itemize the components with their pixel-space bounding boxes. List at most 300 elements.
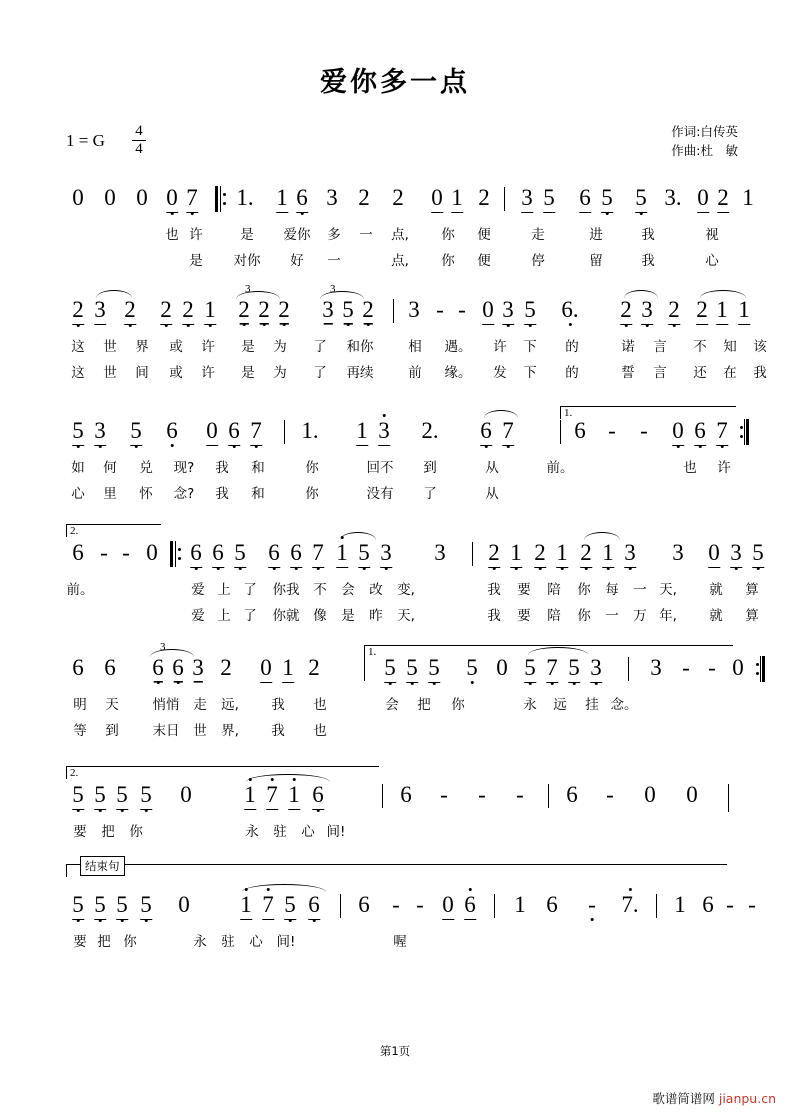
lyric: 上 xyxy=(217,582,231,598)
lyric: 你 xyxy=(305,460,319,476)
note: 6 xyxy=(166,418,178,443)
triplet-marker: 3 xyxy=(245,283,251,295)
note: 2 xyxy=(696,297,708,325)
lyric: 在 xyxy=(723,365,737,381)
note: 1 xyxy=(556,540,568,568)
lyric: 会 xyxy=(385,697,399,713)
lyric: 了 xyxy=(313,339,327,355)
note: 3 xyxy=(94,418,106,446)
lyric: 陪 xyxy=(547,582,561,598)
lyric: 界, xyxy=(221,723,239,739)
lyric: 是 xyxy=(241,365,255,381)
lyric: 现? xyxy=(173,460,195,476)
note: 1. xyxy=(301,418,319,443)
note: - xyxy=(100,540,108,565)
lyric: 没有 xyxy=(366,486,394,502)
note: 6 xyxy=(312,782,324,810)
lyric: 从 xyxy=(485,486,499,502)
time-signature xyxy=(128,124,150,157)
lyric: 或 xyxy=(169,339,183,355)
watermark-text: 歌谱简谱网 xyxy=(652,1091,715,1106)
note: - xyxy=(588,892,596,917)
note: 0 xyxy=(708,540,720,568)
system-5 xyxy=(0,641,790,741)
lyric: 我 xyxy=(487,608,501,624)
lyric: 留 xyxy=(589,253,603,269)
lyric: 了 xyxy=(243,608,257,624)
barline xyxy=(548,784,549,808)
barline xyxy=(472,542,473,566)
repeat-end-barline xyxy=(756,656,765,682)
lyric: 的 xyxy=(565,339,579,355)
lyric: 遇。 xyxy=(444,339,472,355)
system-6-notes xyxy=(0,782,790,816)
lyric: 也 xyxy=(683,460,697,476)
note: 1 xyxy=(282,655,294,683)
note: 5 xyxy=(428,655,440,683)
lyric: 我 xyxy=(753,365,767,381)
system-2-lyrics-verse-2 xyxy=(0,361,790,383)
lyric: 和 xyxy=(251,460,265,476)
lyric: 心 xyxy=(301,824,315,840)
repeat-start-barline xyxy=(215,186,224,212)
note: - xyxy=(516,782,524,807)
lyric: 便 xyxy=(477,227,491,243)
lyric: 了 xyxy=(423,486,437,502)
lyric: 言 xyxy=(653,365,667,381)
note: 5 xyxy=(406,655,418,683)
lyric: 你 xyxy=(123,934,137,950)
lyric: 知 xyxy=(723,339,737,355)
barline xyxy=(364,657,365,681)
note: 0 xyxy=(672,418,684,446)
note: 0 xyxy=(136,185,148,210)
note: 1 xyxy=(602,540,614,568)
note: 6 xyxy=(268,540,280,568)
note: 7 xyxy=(502,418,514,446)
lyric: 这 xyxy=(71,365,85,381)
lyric: 许 xyxy=(493,339,507,355)
watermark-site: jianpu.cn xyxy=(718,1091,776,1106)
note: 7 xyxy=(262,892,274,920)
note: 0 xyxy=(732,655,744,680)
note: 3 xyxy=(192,655,204,680)
lyric: 前。 xyxy=(546,460,574,476)
lyric: 你 xyxy=(441,227,455,243)
note: 2 xyxy=(488,540,500,568)
note: - xyxy=(608,418,616,443)
system-7 xyxy=(0,859,790,952)
lyric: 你 xyxy=(577,608,591,624)
note: - xyxy=(122,540,130,565)
lyric: 你我 xyxy=(272,582,300,598)
lyric: 每 xyxy=(605,582,619,598)
lyric: 我 xyxy=(215,486,229,502)
lyric: 永 xyxy=(193,934,207,950)
lyric: 前。 xyxy=(66,582,94,598)
slur xyxy=(242,884,326,892)
lyric: 我 xyxy=(271,723,285,739)
lyric: 进 xyxy=(589,227,603,243)
lyric: 间! xyxy=(326,824,346,840)
lyric: 一 xyxy=(327,253,341,269)
lyric: 驻 xyxy=(273,824,287,840)
lyric: 是 xyxy=(341,608,355,624)
lyric: 念? xyxy=(173,486,195,502)
lyric: 你 xyxy=(129,824,143,840)
lyric: 停 xyxy=(531,253,545,269)
note: - xyxy=(416,892,424,917)
slur xyxy=(584,532,620,540)
note: - xyxy=(748,892,756,917)
note: 3 xyxy=(408,297,420,322)
note: 1 xyxy=(244,782,256,810)
lyric: 永 xyxy=(245,824,259,840)
system-3-lyrics-verse-1 xyxy=(0,456,790,478)
lyric: 你 xyxy=(441,253,455,269)
repeat-end-barline xyxy=(740,419,749,445)
note: 1 xyxy=(276,185,288,213)
lyric: 明 xyxy=(73,697,87,713)
note: 3 xyxy=(730,540,742,568)
note: 5 xyxy=(568,655,580,683)
note: 2. xyxy=(421,418,439,443)
note: 6 xyxy=(228,418,240,446)
lyric: 挂 xyxy=(585,697,599,713)
note: 0 xyxy=(166,185,178,213)
note: 2 xyxy=(358,185,370,210)
lyric: 回不 xyxy=(366,460,394,476)
lyric: 把 xyxy=(97,934,111,950)
note: 2 xyxy=(478,185,490,210)
lyric: 念。 xyxy=(610,697,638,713)
lyric: 远, xyxy=(221,697,239,713)
note: 5 xyxy=(466,655,478,680)
note: 3 xyxy=(434,540,446,565)
note: 1 xyxy=(240,892,252,920)
lyric: 要 xyxy=(517,608,531,624)
note: 3 xyxy=(94,297,106,325)
lyric: 算 xyxy=(745,582,759,598)
note: 0 xyxy=(482,297,494,325)
note: 6 xyxy=(72,540,84,565)
note: 2 xyxy=(72,297,84,325)
note: 0 xyxy=(644,782,656,807)
note: 6 xyxy=(72,655,84,680)
lyric: 点, xyxy=(391,253,409,269)
note: 0 xyxy=(206,418,218,446)
final-barline xyxy=(728,784,729,812)
lyric: 为 xyxy=(273,365,287,381)
barline xyxy=(628,657,629,681)
note: 1 xyxy=(451,185,463,213)
note: 2 xyxy=(278,297,290,322)
lyric: 末日 xyxy=(152,723,180,739)
lyric: 一 xyxy=(359,227,373,243)
system-3 xyxy=(0,407,790,504)
time-signature-denominator: 4 xyxy=(135,141,143,157)
system-4 xyxy=(0,525,790,626)
lyric: 天, xyxy=(659,582,677,598)
note: 0 xyxy=(72,185,84,210)
note: 0 xyxy=(442,892,454,920)
lyric: 心 xyxy=(249,934,263,950)
barline xyxy=(560,420,561,444)
lyric: 誓 xyxy=(621,365,635,381)
note: 6 xyxy=(296,185,308,213)
ending-label-box: 结束句 xyxy=(80,856,125,876)
note: 6 xyxy=(694,418,706,446)
lyric: 算 xyxy=(745,608,759,624)
barline xyxy=(284,420,285,444)
lyric: 便 xyxy=(477,253,491,269)
lyric: 该 xyxy=(753,339,767,355)
lyric: 爱 xyxy=(191,608,205,624)
lyric: 和你 xyxy=(346,339,374,355)
note: 2 xyxy=(182,297,194,325)
system-6-lyrics-verse-1 xyxy=(0,820,790,842)
note: 6 xyxy=(358,892,370,917)
lyric: 陪 xyxy=(547,608,561,624)
note: 1 xyxy=(356,418,368,446)
note: 6 xyxy=(464,892,476,920)
note: 0 xyxy=(431,185,443,213)
lyric: 就 xyxy=(709,582,723,598)
lyric: 点, xyxy=(391,227,409,243)
lyric: 视 xyxy=(705,227,719,243)
lyric: 你 xyxy=(577,582,591,598)
lyric: 要 xyxy=(73,824,87,840)
lyric: 我 xyxy=(271,697,285,713)
lyric: 不 xyxy=(313,582,327,598)
note: 6 xyxy=(212,540,224,568)
lyric: 改 xyxy=(369,582,383,598)
note: 1 xyxy=(742,185,754,210)
lyric: 把 xyxy=(417,697,431,713)
note: - xyxy=(708,655,716,680)
lyric: 你 xyxy=(305,486,319,502)
lyric: 间! xyxy=(276,934,296,950)
note: 2 xyxy=(160,297,172,325)
note: 2 xyxy=(392,185,404,210)
lyric: 你就 xyxy=(272,608,300,624)
lyric: 万 xyxy=(633,608,647,624)
note: 3 xyxy=(521,185,533,213)
lyric: 了 xyxy=(313,365,327,381)
volta-label: 1. xyxy=(368,646,377,658)
note: 5 xyxy=(543,185,555,213)
note: 2 xyxy=(534,540,546,568)
lyric: 间 xyxy=(135,365,149,381)
triplet-marker: 3 xyxy=(330,283,336,295)
lyric: 你 xyxy=(451,697,465,713)
system-5-lyrics-verse-2 xyxy=(0,719,790,741)
note: 6 xyxy=(566,782,578,807)
lyric: 我 xyxy=(215,460,229,476)
slur xyxy=(484,410,518,418)
system-7-lyrics-verse-1 xyxy=(0,930,790,952)
note: 7 xyxy=(266,782,278,810)
system-1-notes xyxy=(0,185,790,219)
note: 7 xyxy=(186,185,198,213)
note: 5 xyxy=(116,892,128,920)
lyric: 到 xyxy=(105,723,119,739)
lyric: 走 xyxy=(531,227,545,243)
note: - xyxy=(726,892,734,917)
lyric: 不 xyxy=(693,339,707,355)
lyric: 我 xyxy=(641,227,655,243)
lyric: 世 xyxy=(103,365,117,381)
system-1-lyrics-verse-2 xyxy=(0,249,790,271)
volta-bracket-2 xyxy=(66,524,161,537)
note: 5 xyxy=(130,418,142,446)
note: 2 xyxy=(124,297,136,325)
volta-label: 2. xyxy=(70,525,79,537)
note: 7. xyxy=(621,892,639,917)
lyric: 从 xyxy=(485,460,499,476)
note: 7 xyxy=(716,418,728,446)
system-5-lyrics-verse-1 xyxy=(0,693,790,715)
system-1 xyxy=(0,185,790,271)
lyric: 一 xyxy=(605,608,619,624)
lyric: 也 xyxy=(165,227,179,243)
note: 2 xyxy=(362,297,374,322)
lyric: 是 xyxy=(189,253,203,269)
key-signature: 1 = G xyxy=(66,131,105,150)
system-4-lyrics-verse-1 xyxy=(0,578,790,600)
system-5-notes xyxy=(0,641,790,689)
lyric: 下 xyxy=(523,365,537,381)
note: - xyxy=(392,892,400,917)
lyric: 像 xyxy=(313,608,327,624)
note: 6 xyxy=(190,540,202,568)
lyric: 到 xyxy=(423,460,437,476)
note: 3 xyxy=(672,540,684,565)
note: - xyxy=(436,297,444,322)
note: 6 xyxy=(290,540,302,568)
lyric: 要 xyxy=(517,582,531,598)
note: 5 xyxy=(524,297,536,325)
lyric: 兑 xyxy=(139,460,153,476)
lyric: 天, xyxy=(397,608,415,624)
lyric: 对你 xyxy=(233,253,261,269)
triplet-marker: 3 xyxy=(160,641,166,653)
lyric: 是 xyxy=(240,227,254,243)
note: 5 xyxy=(116,782,128,810)
lyric: 要 xyxy=(73,934,87,950)
time-signature-numerator: 4 xyxy=(135,123,143,139)
lyric: 一 xyxy=(633,582,647,598)
note: 0 xyxy=(180,782,192,807)
lyric: 喔 xyxy=(393,934,407,950)
note: 5 xyxy=(601,185,613,213)
note: - xyxy=(478,782,486,807)
system-4-notes xyxy=(0,540,790,574)
note: 6 xyxy=(574,418,586,443)
slur xyxy=(340,532,376,540)
lyric: 心 xyxy=(705,253,719,269)
note: 6 xyxy=(172,655,184,680)
lyric: 还 xyxy=(693,365,707,381)
lyric: 把 xyxy=(101,824,115,840)
note: 2 xyxy=(238,297,250,322)
note: 1 xyxy=(674,892,686,917)
composer: 作曲:杜 敏 xyxy=(671,143,738,158)
lyric: 会 xyxy=(341,582,355,598)
system-3-lyrics-verse-2 xyxy=(0,482,790,504)
note: 0 xyxy=(686,782,698,807)
note: 5 xyxy=(94,892,106,920)
lyric: 前 xyxy=(408,365,422,381)
lyric: 天 xyxy=(105,697,119,713)
lyric: 悄悄 xyxy=(152,697,180,713)
note: 2 xyxy=(620,297,632,325)
lyric: 缘。 xyxy=(444,365,472,381)
watermark xyxy=(652,1089,776,1107)
note: 5 xyxy=(524,655,536,683)
note: 5 xyxy=(752,540,764,568)
note: 5 xyxy=(384,655,396,683)
note: 1 xyxy=(514,892,526,917)
lyric: 这 xyxy=(71,339,85,355)
note: 6 xyxy=(152,655,164,680)
volta-bracket-2 xyxy=(66,766,379,779)
lyric: 上 xyxy=(217,608,231,624)
ending-bracket xyxy=(66,864,727,877)
lyric: 也 xyxy=(313,723,327,739)
note: 3 xyxy=(380,540,392,568)
note: 3. xyxy=(664,185,682,210)
lyric: 许 xyxy=(717,460,731,476)
note: 2 xyxy=(308,655,320,680)
lyric: 诺 xyxy=(621,339,635,355)
note: 1 xyxy=(288,782,300,810)
note: 2 xyxy=(220,655,232,680)
note: 3 xyxy=(650,655,662,680)
note: 3 xyxy=(378,418,390,446)
lyric: 何 xyxy=(103,460,117,476)
note: 0 xyxy=(697,185,709,213)
note: 6 xyxy=(480,418,492,446)
note: 3 xyxy=(502,297,514,325)
note: 1. xyxy=(236,185,254,210)
note: 5 xyxy=(358,540,370,568)
lyric: 我 xyxy=(641,253,655,269)
lyric: 远 xyxy=(553,697,567,713)
note: - xyxy=(682,655,690,680)
note: 2 xyxy=(717,185,729,213)
note: 0 xyxy=(260,655,272,683)
note: 1 xyxy=(716,297,728,325)
note: 2 xyxy=(668,297,680,325)
lyric: 或 xyxy=(169,365,183,381)
lyric: 发 xyxy=(493,365,507,381)
credits xyxy=(671,122,738,160)
system-7-notes xyxy=(0,892,790,926)
note: 6 xyxy=(400,782,412,807)
lyric: 爱你 xyxy=(283,227,311,243)
barline xyxy=(382,784,383,808)
lyric: 我 xyxy=(487,582,501,598)
barline xyxy=(656,894,657,918)
note: - xyxy=(640,418,648,443)
note: 0 xyxy=(146,540,158,565)
note: 5 xyxy=(284,892,296,920)
lyric: 也 xyxy=(313,697,327,713)
lyric: 相 xyxy=(408,339,422,355)
note: 2 xyxy=(258,297,270,322)
lyric: 年, xyxy=(659,608,677,624)
